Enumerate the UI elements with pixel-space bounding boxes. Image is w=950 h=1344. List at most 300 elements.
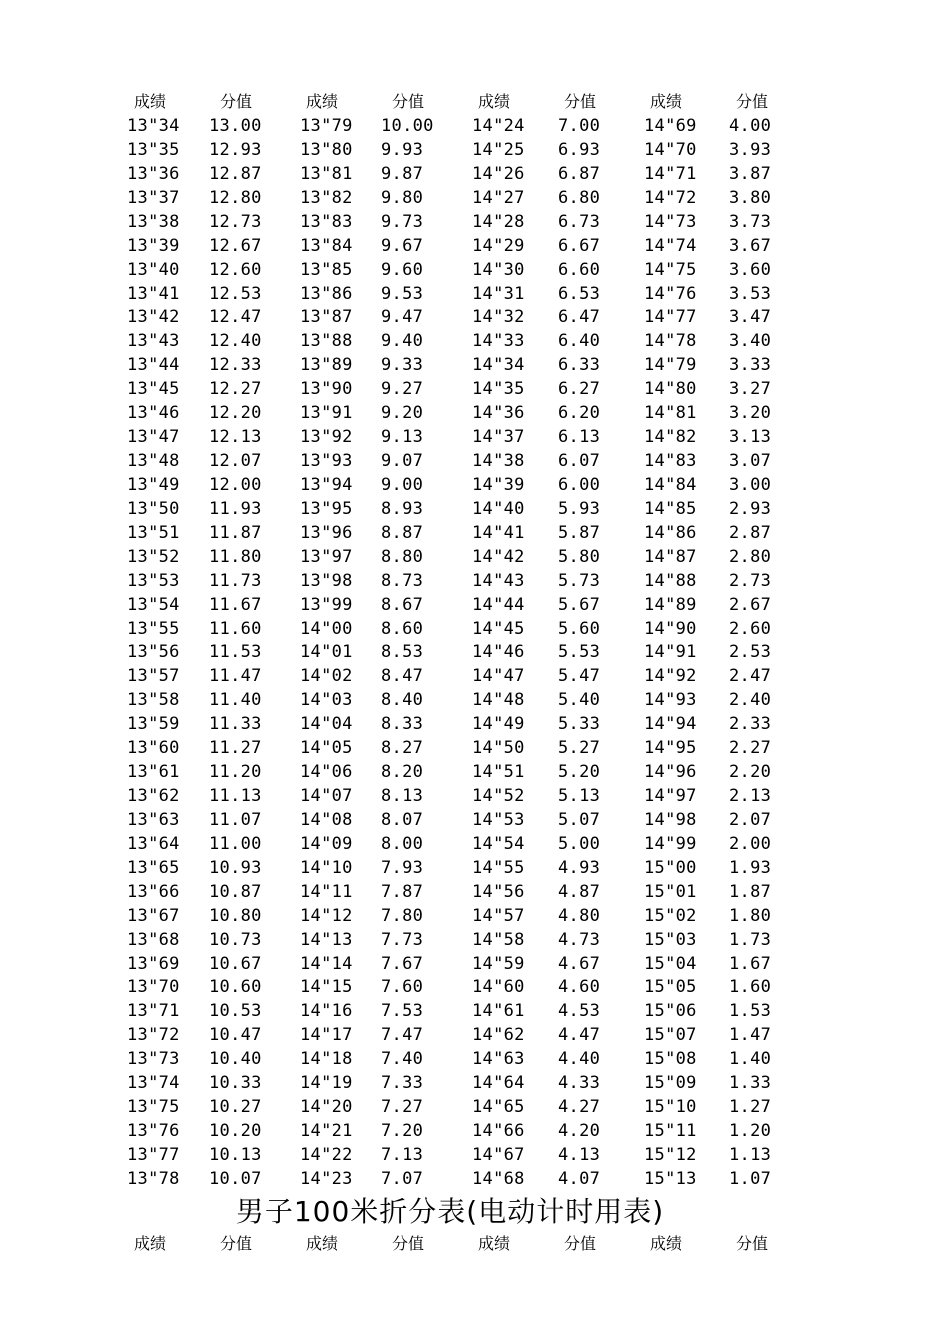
table-row <box>0 808 950 832</box>
score-cell: 13"34 <box>127 116 180 136</box>
score-cell: 14"97 <box>644 786 697 807</box>
table-row <box>0 210 950 234</box>
score-cell: 13"85 <box>300 259 353 280</box>
score-cell: 14"55 <box>472 857 525 878</box>
header-score: 成绩 <box>478 92 511 111</box>
points-cell: 4.67 <box>558 953 601 974</box>
score-cell: 14"98 <box>644 809 697 830</box>
points-cell: 8.93 <box>381 498 424 519</box>
points-cell: 11.60 <box>209 618 262 639</box>
score-cell: 13"45 <box>127 379 180 400</box>
score-cell: 13"74 <box>127 1073 180 1094</box>
points-cell: 4.13 <box>558 1144 601 1165</box>
score-cell: 13"97 <box>300 546 353 567</box>
table-row <box>0 545 950 569</box>
score-cell: 14"13 <box>300 929 353 950</box>
points-cell: 6.73 <box>558 211 601 232</box>
score-cell: 15"01 <box>644 881 697 902</box>
points-cell: 10.60 <box>209 977 262 998</box>
points-cell: 3.07 <box>729 451 772 472</box>
score-cell: 14"04 <box>300 714 353 735</box>
points-cell: 2.87 <box>729 522 772 543</box>
score-cell: 14"27 <box>472 187 525 208</box>
points-cell: 9.87 <box>381 163 424 184</box>
score-cell: 13"76 <box>127 1121 180 1142</box>
points-cell: 9.47 <box>381 307 424 328</box>
score-cell: 14"70 <box>644 139 697 160</box>
score-cell: 14"22 <box>300 1144 353 1165</box>
score-cell: 14"42 <box>472 546 525 567</box>
score-cell: 13"42 <box>127 307 180 328</box>
score-cell: 13"59 <box>127 714 180 735</box>
points-cell: 8.53 <box>381 642 424 663</box>
score-cell: 14"75 <box>644 259 697 280</box>
score-cell: 14"65 <box>472 1097 525 1118</box>
points-cell: 2.20 <box>729 762 772 783</box>
header-points: 分值 <box>564 1234 597 1253</box>
points-cell: 8.67 <box>381 594 424 615</box>
points-cell: 1.33 <box>729 1073 772 1094</box>
points-cell: 5.60 <box>558 618 601 639</box>
points-cell: 3.00 <box>729 474 772 495</box>
points-cell: 8.07 <box>381 809 424 830</box>
score-cell: 13"60 <box>127 738 180 759</box>
points-cell: 8.13 <box>381 786 424 807</box>
table-row <box>0 377 950 401</box>
points-cell: 6.67 <box>558 235 601 256</box>
points-cell: 2.40 <box>729 690 772 711</box>
score-cell: 13"39 <box>127 235 180 256</box>
points-cell: 6.47 <box>558 307 601 328</box>
table-row <box>0 856 950 880</box>
score-cell: 14"58 <box>472 929 525 950</box>
score-cell: 14"87 <box>644 546 697 567</box>
score-cell: 14"48 <box>472 690 525 711</box>
score-cell: 14"64 <box>472 1073 525 1094</box>
points-cell: 11.33 <box>209 714 262 735</box>
points-cell: 11.67 <box>209 594 262 615</box>
score-cell: 14"69 <box>644 116 697 136</box>
points-cell: 10.87 <box>209 881 262 902</box>
score-cell: 14"67 <box>472 1144 525 1165</box>
table-row <box>0 904 950 928</box>
points-cell: 6.40 <box>558 331 601 352</box>
points-cell: 7.00 <box>558 116 601 136</box>
table-row <box>0 282 950 306</box>
points-cell: 8.00 <box>381 833 424 854</box>
table-row <box>0 760 950 784</box>
score-cell: 14"60 <box>472 977 525 998</box>
table-row <box>0 569 950 593</box>
score-cell: 13"78 <box>127 1168 180 1189</box>
points-cell: 10.67 <box>209 953 262 974</box>
points-cell: 2.73 <box>729 570 772 591</box>
score-cell: 14"26 <box>472 163 525 184</box>
points-cell: 5.20 <box>558 762 601 783</box>
score-cell: 15"04 <box>644 953 697 974</box>
score-cell: 14"32 <box>472 307 525 328</box>
header-points: 分值 <box>220 1234 253 1253</box>
score-cell: 15"07 <box>644 1025 697 1046</box>
points-cell: 4.53 <box>558 1001 601 1022</box>
points-cell: 9.33 <box>381 355 424 376</box>
score-cell: 14"51 <box>472 762 525 783</box>
table-row <box>0 449 950 473</box>
score-cell: 14"43 <box>472 570 525 591</box>
table-row <box>0 880 950 904</box>
score-cell: 13"65 <box>127 857 180 878</box>
score-cell: 14"36 <box>472 403 525 424</box>
table-row <box>0 1023 950 1047</box>
table-row <box>0 928 950 952</box>
score-cell: 13"90 <box>300 379 353 400</box>
points-cell: 6.53 <box>558 283 601 304</box>
table-row <box>0 1167 950 1191</box>
header-points: 分值 <box>564 92 597 111</box>
table-row <box>0 784 950 808</box>
points-cell: 7.27 <box>381 1097 424 1118</box>
score-cell: 15"05 <box>644 977 697 998</box>
score-cell: 14"08 <box>300 809 353 830</box>
points-cell: 3.73 <box>729 211 772 232</box>
points-cell: 1.27 <box>729 1097 772 1118</box>
points-cell: 10.13 <box>209 1144 262 1165</box>
points-cell: 7.40 <box>381 1049 424 1070</box>
header-score: 成绩 <box>134 1234 167 1253</box>
score-cell: 14"54 <box>472 833 525 854</box>
points-cell: 10.33 <box>209 1073 262 1094</box>
score-cell: 13"37 <box>127 187 180 208</box>
header-score: 成绩 <box>306 92 339 111</box>
score-cell: 14"50 <box>472 738 525 759</box>
score-cell: 14"79 <box>644 355 697 376</box>
score-cell: 13"58 <box>127 690 180 711</box>
table-row <box>0 425 950 449</box>
points-cell: 4.47 <box>558 1025 601 1046</box>
points-cell: 12.73 <box>209 211 262 232</box>
score-cell: 14"01 <box>300 642 353 663</box>
points-cell: 11.80 <box>209 546 262 567</box>
score-cell: 15"10 <box>644 1097 697 1118</box>
table-row <box>0 138 950 162</box>
points-cell: 1.93 <box>729 857 772 878</box>
points-cell: 9.80 <box>381 187 424 208</box>
score-cell: 13"93 <box>300 451 353 472</box>
score-cell: 14"71 <box>644 163 697 184</box>
score-cell: 14"86 <box>644 522 697 543</box>
score-cell: 14"40 <box>472 498 525 519</box>
score-cell: 13"53 <box>127 570 180 591</box>
score-cell: 14"57 <box>472 905 525 926</box>
points-cell: 8.27 <box>381 738 424 759</box>
score-cell: 13"49 <box>127 474 180 495</box>
table-row <box>0 1119 950 1143</box>
points-cell: 11.00 <box>209 833 262 854</box>
points-cell: 9.40 <box>381 331 424 352</box>
score-cell: 14"93 <box>644 690 697 711</box>
points-cell: 1.87 <box>729 881 772 902</box>
points-cell: 4.80 <box>558 905 601 926</box>
points-cell: 12.60 <box>209 259 262 280</box>
score-cell: 13"83 <box>300 211 353 232</box>
points-cell: 6.33 <box>558 355 601 376</box>
points-cell: 8.47 <box>381 666 424 687</box>
score-cell: 14"89 <box>644 594 697 615</box>
score-cell: 13"63 <box>127 809 180 830</box>
points-cell: 5.73 <box>558 570 601 591</box>
score-cell: 14"47 <box>472 666 525 687</box>
score-cell: 14"14 <box>300 953 353 974</box>
points-cell: 12.07 <box>209 451 262 472</box>
score-cell: 13"72 <box>127 1025 180 1046</box>
points-cell: 7.53 <box>381 1001 424 1022</box>
points-cell: 7.20 <box>381 1121 424 1142</box>
score-cell: 13"70 <box>127 977 180 998</box>
points-cell: 5.07 <box>558 809 601 830</box>
table-row <box>0 593 950 617</box>
points-cell: 7.60 <box>381 977 424 998</box>
points-cell: 5.40 <box>558 690 601 711</box>
score-cell: 15"12 <box>644 1144 697 1165</box>
score-cell: 15"00 <box>644 857 697 878</box>
points-cell: 8.80 <box>381 546 424 567</box>
score-cell: 15"11 <box>644 1121 697 1142</box>
score-cell: 14"94 <box>644 714 697 735</box>
score-cell: 14"30 <box>472 259 525 280</box>
points-cell: 9.73 <box>381 211 424 232</box>
score-cell: 13"35 <box>127 139 180 160</box>
table-row <box>0 353 950 377</box>
points-cell: 3.20 <box>729 403 772 424</box>
score-cell: 14"31 <box>472 283 525 304</box>
score-cell: 13"92 <box>300 427 353 448</box>
points-cell: 2.00 <box>729 833 772 854</box>
table-row <box>0 329 950 353</box>
score-cell: 13"55 <box>127 618 180 639</box>
points-cell: 11.07 <box>209 809 262 830</box>
score-cell: 13"86 <box>300 283 353 304</box>
score-cell: 13"46 <box>127 403 180 424</box>
points-cell: 4.33 <box>558 1073 601 1094</box>
points-cell: 4.07 <box>558 1168 601 1189</box>
points-cell: 11.87 <box>209 522 262 543</box>
score-cell: 14"34 <box>472 355 525 376</box>
score-cell: 13"48 <box>127 451 180 472</box>
points-cell: 3.80 <box>729 187 772 208</box>
score-cell: 14"25 <box>472 139 525 160</box>
points-cell: 7.47 <box>381 1025 424 1046</box>
table-header-bottom <box>0 1232 950 1256</box>
points-cell: 11.53 <box>209 642 262 663</box>
table-header-top <box>0 90 950 114</box>
score-cell: 14"74 <box>644 235 697 256</box>
score-cell: 14"83 <box>644 451 697 472</box>
score-cell: 14"45 <box>472 618 525 639</box>
score-cell: 13"41 <box>127 283 180 304</box>
points-cell: 3.33 <box>729 355 772 376</box>
points-cell: 12.27 <box>209 379 262 400</box>
points-cell: 8.20 <box>381 762 424 783</box>
table-row <box>0 736 950 760</box>
table-row <box>0 688 950 712</box>
points-cell: 5.33 <box>558 714 601 735</box>
points-cell: 10.07 <box>209 1168 262 1189</box>
score-cell: 14"41 <box>472 522 525 543</box>
header-score: 成绩 <box>650 92 683 111</box>
score-cell: 14"77 <box>644 307 697 328</box>
points-cell: 10.47 <box>209 1025 262 1046</box>
points-cell: 6.20 <box>558 403 601 424</box>
score-cell: 14"03 <box>300 690 353 711</box>
score-cell: 14"59 <box>472 953 525 974</box>
points-cell: 9.20 <box>381 403 424 424</box>
points-cell: 9.60 <box>381 259 424 280</box>
score-cell: 13"89 <box>300 355 353 376</box>
score-cell: 14"11 <box>300 881 353 902</box>
points-cell: 2.53 <box>729 642 772 663</box>
points-cell: 5.80 <box>558 546 601 567</box>
points-cell: 11.47 <box>209 666 262 687</box>
header-points: 分值 <box>736 92 769 111</box>
score-cell: 14"80 <box>644 379 697 400</box>
points-cell: 3.13 <box>729 427 772 448</box>
points-cell: 11.20 <box>209 762 262 783</box>
table-row <box>0 617 950 641</box>
points-cell: 12.67 <box>209 235 262 256</box>
score-cell: 14"46 <box>472 642 525 663</box>
points-cell: 12.87 <box>209 163 262 184</box>
points-cell: 3.60 <box>729 259 772 280</box>
table-row <box>0 234 950 258</box>
score-cell: 14"05 <box>300 738 353 759</box>
score-cell: 13"79 <box>300 116 353 136</box>
score-cell: 13"56 <box>127 642 180 663</box>
points-cell: 9.13 <box>381 427 424 448</box>
points-cell: 12.47 <box>209 307 262 328</box>
points-cell: 4.27 <box>558 1097 601 1118</box>
points-cell: 6.27 <box>558 379 601 400</box>
score-cell: 13"82 <box>300 187 353 208</box>
score-cell: 14"68 <box>472 1168 525 1189</box>
points-cell: 6.60 <box>558 259 601 280</box>
points-cell: 7.93 <box>381 857 424 878</box>
points-cell: 7.67 <box>381 953 424 974</box>
table-row <box>0 832 950 856</box>
score-cell: 13"62 <box>127 786 180 807</box>
score-cell: 13"64 <box>127 833 180 854</box>
score-cell: 13"77 <box>127 1144 180 1165</box>
points-cell: 9.53 <box>381 283 424 304</box>
points-cell: 8.33 <box>381 714 424 735</box>
score-cell: 14"88 <box>644 570 697 591</box>
score-cell: 13"94 <box>300 474 353 495</box>
score-cell: 14"82 <box>644 427 697 448</box>
score-cell: 13"80 <box>300 139 353 160</box>
points-cell: 5.13 <box>558 786 601 807</box>
points-cell: 8.60 <box>381 618 424 639</box>
table-row <box>0 258 950 282</box>
points-cell: 10.27 <box>209 1097 262 1118</box>
points-cell: 9.93 <box>381 139 424 160</box>
points-cell: 5.53 <box>558 642 601 663</box>
header-score: 成绩 <box>478 1234 511 1253</box>
score-cell: 14"62 <box>472 1025 525 1046</box>
score-cell: 15"06 <box>644 1001 697 1022</box>
table-row <box>0 162 950 186</box>
points-cell: 11.13 <box>209 786 262 807</box>
points-cell: 4.60 <box>558 977 601 998</box>
header-points: 分值 <box>392 1234 425 1253</box>
points-cell: 7.80 <box>381 905 424 926</box>
points-cell: 5.27 <box>558 738 601 759</box>
table-row <box>0 497 950 521</box>
points-cell: 3.40 <box>729 331 772 352</box>
score-cell: 13"68 <box>127 929 180 950</box>
score-cell: 14"33 <box>472 331 525 352</box>
points-cell: 1.40 <box>729 1049 772 1070</box>
points-cell: 10.73 <box>209 929 262 950</box>
points-cell: 11.40 <box>209 690 262 711</box>
points-cell: 2.27 <box>729 738 772 759</box>
points-cell: 6.13 <box>558 427 601 448</box>
header-score: 成绩 <box>134 92 167 111</box>
score-cell: 14"24 <box>472 116 525 136</box>
points-cell: 10.40 <box>209 1049 262 1070</box>
points-cell: 4.00 <box>729 116 772 136</box>
score-cell: 14"66 <box>472 1121 525 1142</box>
score-cell: 15"09 <box>644 1073 697 1094</box>
score-cell: 14"15 <box>300 977 353 998</box>
points-cell: 10.00 <box>381 116 434 136</box>
points-cell: 6.00 <box>558 474 601 495</box>
points-cell: 2.60 <box>729 618 772 639</box>
header-score: 成绩 <box>306 1234 339 1253</box>
score-cell: 14"10 <box>300 857 353 878</box>
points-cell: 7.87 <box>381 881 424 902</box>
points-cell: 12.93 <box>209 139 262 160</box>
score-cell: 13"73 <box>127 1049 180 1070</box>
points-cell: 3.87 <box>729 163 772 184</box>
points-cell: 6.07 <box>558 451 601 472</box>
score-cell: 13"69 <box>127 953 180 974</box>
points-cell: 5.67 <box>558 594 601 615</box>
points-cell: 4.93 <box>558 857 601 878</box>
score-cell: 13"38 <box>127 211 180 232</box>
score-cell: 14"00 <box>300 618 353 639</box>
score-cell: 13"99 <box>300 594 353 615</box>
table-row <box>0 473 950 497</box>
points-cell: 1.73 <box>729 929 772 950</box>
score-cell: 14"20 <box>300 1097 353 1118</box>
points-cell: 12.53 <box>209 283 262 304</box>
points-cell: 1.53 <box>729 1001 772 1022</box>
points-cell: 9.27 <box>381 379 424 400</box>
score-cell: 13"44 <box>127 355 180 376</box>
table-row <box>0 712 950 736</box>
points-cell: 5.87 <box>558 522 601 543</box>
points-cell: 2.33 <box>729 714 772 735</box>
score-cell: 14"96 <box>644 762 697 783</box>
score-cell: 14"28 <box>472 211 525 232</box>
points-cell: 8.73 <box>381 570 424 591</box>
points-cell: 10.80 <box>209 905 262 926</box>
score-cell: 15"02 <box>644 905 697 926</box>
points-cell: 12.00 <box>209 474 262 495</box>
score-cell: 13"84 <box>300 235 353 256</box>
points-cell: 11.27 <box>209 738 262 759</box>
score-cell: 14"53 <box>472 809 525 830</box>
score-cell: 14"19 <box>300 1073 353 1094</box>
